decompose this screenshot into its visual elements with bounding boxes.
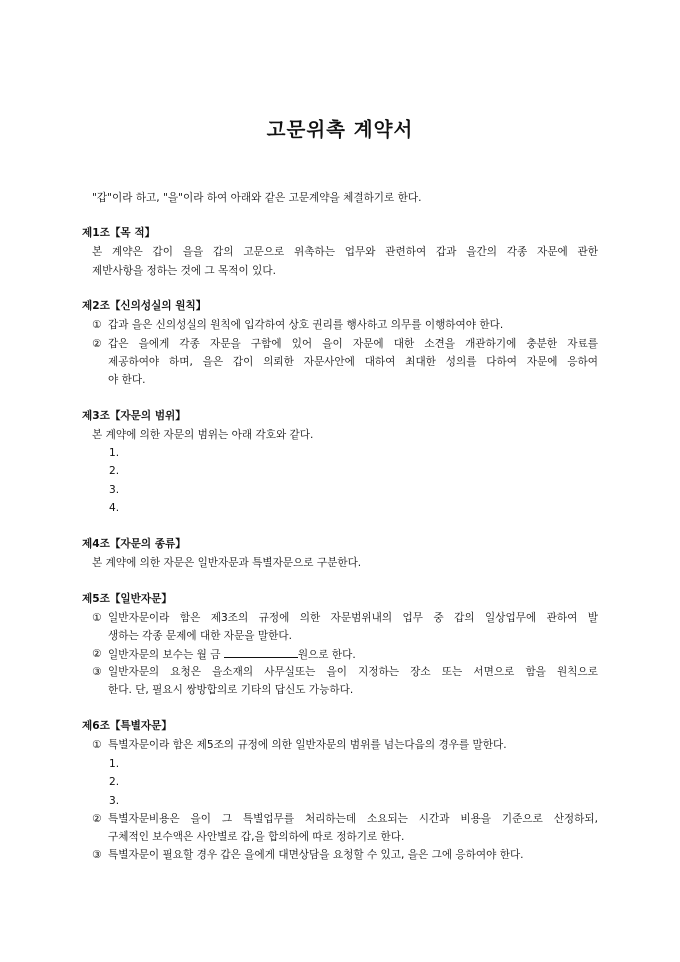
article-3-item-2: 2.	[109, 465, 120, 477]
article-3-item-4: 4.	[109, 502, 120, 514]
article-6-para-3: 특별자문이 필요할 경우 갑은 을에게 대면상담을 요청할 수 있고, 을은 그에 응하여야 한다.	[108, 849, 524, 861]
article-4-heading: 제4조【자문의 종류】	[82, 538, 186, 550]
article-5-para-2	[108, 647, 356, 662]
article-3-item-1: 1.	[109, 447, 120, 459]
article-5-heading: 제5조【일반자문】	[82, 593, 172, 605]
article-2-para-1: 갑과 을은 신의성실의 원칙에 입각하여 상호 권리를 행사하고 의무를 이행하여야 한다.	[108, 319, 504, 331]
article-6-item-3: 3.	[109, 795, 120, 807]
article-5-para-1-line-1: 일반자문이라 함은 제3조의 규정에 의한 자문범위내의 업무 중 갑의 일상업무에 관하여 발	[108, 612, 598, 624]
article-6-para-1: 특별자문이라 함은 제5조의 규정에 의한 일반자문의 범위를 넘는다음의 경우를 말한다.	[108, 739, 507, 751]
article-5-para-3-line-2: 한다. 단, 필요시 쌍방합의로 기타의 답신도 가능하다.	[108, 684, 354, 696]
article-2-marker-1: ①	[92, 319, 102, 331]
article-1-line-1: 본 계약은 갑이 을을 갑의 고문으로 위촉하는 업무와 관련하여 갑과 을간의 각종 자문에 관한	[92, 246, 598, 258]
article-6-item-1: 1.	[109, 758, 120, 770]
article-4-text: 본 계약에 의한 자문은 일반자문과 특별자문으로 구분한다.	[92, 557, 362, 569]
article-2-para-2-line-1: 갑은 을에게 각종 자문을 구함에 있어 을이 자문에 대한 소견을 개관하기에 충분한 자료를	[108, 338, 598, 350]
article-5-para-1-line-2: 생하는 각종 문제에 대한 자문을 말한다.	[108, 630, 292, 642]
article-5-marker-3: ③	[92, 666, 102, 678]
article-5-marker-2: ②	[92, 648, 102, 660]
article-3-heading: 제3조【자문의 범위】	[82, 410, 186, 422]
article-6-item-2: 2.	[109, 776, 120, 788]
article-2-para-2-line-3: 야 한다.	[108, 374, 146, 386]
article-1-heading: 제1조【목 적】	[82, 227, 156, 239]
article-6-marker-1: ①	[92, 739, 102, 751]
intro-text: "갑"이라 하고, "을"이라 하여 아래와 같은 고문계약을 체결하기로 한다.	[92, 192, 422, 204]
article-5-para-3-line-1: 일반자문의 요청은 을소재의 사무실또는 을이 지정하는 장소 또는 서면으로 함을 원칙으로	[108, 666, 598, 678]
document-title: 고문위촉 계약서	[266, 118, 414, 141]
article-5-fee-unit: 원으로 한다.	[297, 649, 356, 661]
article-6-para-2-line-1: 특별자문비용은 을이 그 특별업무를 처리하는데 소요되는 시간과 비용을 기준으로 산정하되,	[108, 813, 598, 825]
article-6-para-2-line-2: 구체적인 보수액은 사안별로 갑,을 합의하에 따로 정하기로 한다.	[108, 831, 405, 843]
fee-amount-blank	[224, 647, 298, 658]
article-5-fee-text: 일반자문의 보수는 월 금	[108, 649, 221, 661]
article-2-para-2-line-2: 제공하여야 하며, 을은 갑이 의뢰한 자문사안에 대하여 최대한 성의를 다하여 자문에 응하여	[108, 356, 598, 368]
article-5-marker-1: ①	[92, 612, 102, 624]
article-2-heading: 제2조【신의성실의 원칙】	[82, 300, 207, 312]
article-1-line-2: 제반사항을 정하는 것에 그 목적이 있다.	[92, 265, 276, 277]
article-2-marker-2: ②	[92, 338, 102, 350]
article-3-item-3: 3.	[109, 484, 120, 496]
article-6-heading: 제6조【특별자문】	[82, 720, 172, 732]
article-6-marker-3: ③	[92, 849, 102, 861]
article-3-text: 본 계약에 의한 자문의 범위는 아래 각호와 같다.	[92, 429, 314, 441]
article-6-marker-2: ②	[92, 813, 102, 825]
